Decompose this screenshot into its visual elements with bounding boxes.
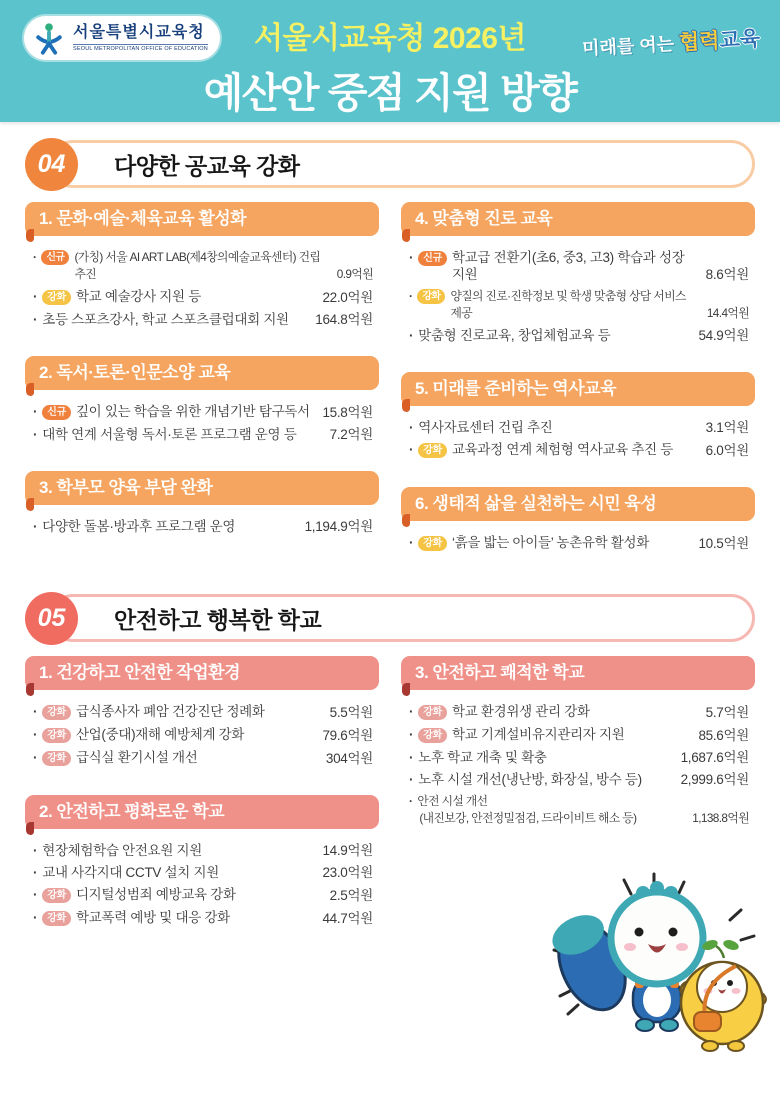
budget-item xyxy=(409,246,749,285)
section-number-badge: 04 xyxy=(25,138,78,191)
bullet: · xyxy=(33,311,38,327)
bullet: · xyxy=(409,771,414,787)
badge-reinforce: 강화 xyxy=(417,289,445,304)
badge-reinforce: 강화 xyxy=(418,705,447,720)
badge-reinforce: 강화 xyxy=(42,728,71,743)
item-value: 1,138.8억원 xyxy=(692,810,749,825)
bullet: · xyxy=(33,842,38,858)
badge-reinforce: 강화 xyxy=(418,443,447,458)
budget-item xyxy=(409,324,749,346)
budget-item xyxy=(33,400,373,423)
badge-reinforce: 강화 xyxy=(42,705,71,720)
budget-card xyxy=(25,471,379,541)
section-04-left-column xyxy=(25,202,379,541)
slogan-prefix: 미래를 여는 xyxy=(581,33,680,59)
item-text: 학교 기계설비유지관리자 지원 xyxy=(451,726,625,742)
bullet: · xyxy=(409,419,414,435)
badge-reinforce: 강화 xyxy=(42,290,71,305)
item-value: 3.1억원 xyxy=(705,419,749,435)
budget-item xyxy=(33,423,373,445)
item-text: 급식종사자 폐암 건강진단 정례화 xyxy=(75,703,265,719)
item-text: 학교 환경위생 관리 강화 xyxy=(451,703,590,719)
item-text: 안전 시설 개선 (내진보강, 안전정밀점검, 드라이비트 해소 등) xyxy=(417,793,684,827)
budget-item xyxy=(409,416,749,438)
slogan-suffix: 교육 xyxy=(718,27,761,53)
item-text: 산업(중대)재해 예방체계 강화 xyxy=(75,726,245,742)
banner xyxy=(0,0,780,122)
mascot-characters-illustration xyxy=(538,866,772,1071)
item-text: 역사자료센터 건립 추진 xyxy=(418,419,553,435)
card-title: 2. 안전하고 평화로운 학교 xyxy=(25,795,379,829)
budget-item xyxy=(409,700,749,723)
bullet: · xyxy=(33,749,38,765)
item-value: 85.6억원 xyxy=(698,727,749,743)
item-text: 깊이 있는 학습을 위한 개념기반 탐구독서 xyxy=(75,403,310,419)
budget-card xyxy=(25,356,379,449)
section-05-right-column xyxy=(401,656,755,833)
budget-item xyxy=(33,246,373,285)
section-title: 다양한 공교육 강화 xyxy=(49,140,755,188)
badge-reinforce: 강화 xyxy=(42,888,71,903)
budget-item xyxy=(409,790,749,829)
budget-item xyxy=(33,723,373,746)
card-title: 3. 안전하고 쾌적한 학교 xyxy=(401,656,755,690)
slogan-highlight: 협력 xyxy=(678,29,721,55)
bullet: · xyxy=(33,864,38,880)
badge-new: 신규 xyxy=(418,251,447,266)
budget-item xyxy=(409,531,749,554)
section-title: 안전하고 행복한 학교 xyxy=(49,594,755,642)
budget-card xyxy=(401,372,755,465)
section-05-header xyxy=(25,592,755,644)
bullet: · xyxy=(33,726,38,742)
banner-title-line1: 서울시교육청 2026년 xyxy=(254,22,526,55)
item-text: 학교폭력 예방 및 대응 강화 xyxy=(75,909,230,925)
item-text: 노후 시설 개선(냉난방, 화장실, 방수 등) xyxy=(418,771,642,787)
bullet: · xyxy=(33,403,38,419)
card-item-list xyxy=(25,390,379,449)
card-title: 4. 맞춤형 진로 교육 xyxy=(401,202,755,236)
bullet: · xyxy=(409,749,414,765)
item-value: 2.5억원 xyxy=(329,887,373,903)
bullet: · xyxy=(33,909,38,925)
item-value: 14.9억원 xyxy=(322,842,373,858)
item-text: ‘흙을 밟는 아이들’ 농촌유학 활성화 xyxy=(451,534,650,550)
item-text: 다양한 돌봄·방과후 프로그램 운영 xyxy=(42,518,236,534)
item-value: 14.4억원 xyxy=(706,305,749,320)
item-value: 54.9억원 xyxy=(698,327,749,343)
item-text: 대학 연계 서울형 독서·토론 프로그램 운영 등 xyxy=(42,426,297,442)
card-title: 6. 생태적 삶을 실천하는 시민 육성 xyxy=(401,487,755,521)
bullet: · xyxy=(33,249,37,264)
budget-item xyxy=(409,768,749,790)
bullet: · xyxy=(33,426,38,442)
card-title: 1. 문화·예술·체육교육 활성화 xyxy=(25,202,379,236)
bullet: · xyxy=(409,441,414,457)
section-04-right-column xyxy=(401,202,755,558)
badge-reinforce: 강화 xyxy=(418,728,447,743)
badge-new: 신규 xyxy=(41,250,69,265)
banner-title-line2: 예산안 중점 지원 방향 xyxy=(203,70,577,116)
budget-item xyxy=(33,746,373,769)
item-text: 초등 스포츠강사, 학교 스포츠클럽대회 지원 xyxy=(42,311,289,327)
badge-reinforce: 강화 xyxy=(418,536,447,551)
section-04-columns xyxy=(25,202,755,558)
bullet: · xyxy=(33,703,38,719)
item-value: 7.2억원 xyxy=(329,426,373,442)
item-value: 22.0억원 xyxy=(322,289,373,305)
item-value: 44.7억원 xyxy=(322,910,373,926)
budget-card xyxy=(401,202,755,350)
item-value: 23.0억원 xyxy=(322,864,373,880)
item-text: 학교 예술강사 지원 등 xyxy=(75,288,201,304)
budget-card xyxy=(25,656,379,773)
budget-item xyxy=(33,861,373,883)
budget-item xyxy=(33,308,373,330)
item-value: 15.8억원 xyxy=(322,404,373,420)
item-text: 양질의 진로·진학정보 및 학생 맞춤형 상담 서비스 제공 xyxy=(450,288,686,320)
item-value: 304억원 xyxy=(325,750,373,766)
item-value: 8.6억원 xyxy=(705,266,749,282)
section-05-left-column xyxy=(25,656,379,933)
item-text: 맞춤형 진로교육, 창업체험교육 등 xyxy=(418,327,611,343)
card-item-list xyxy=(25,236,379,334)
item-value: 6.0억원 xyxy=(705,442,749,458)
card-title: 3. 학부모 양육 부담 완화 xyxy=(25,471,379,505)
bullet: · xyxy=(409,703,414,719)
budget-item xyxy=(33,839,373,861)
budget-item xyxy=(33,285,373,308)
bullet: · xyxy=(409,534,414,550)
budget-card xyxy=(401,656,755,833)
item-value: 2,999.6억원 xyxy=(680,771,749,787)
item-value: 5.7억원 xyxy=(705,704,749,720)
card-item-list xyxy=(401,521,755,558)
bullet: · xyxy=(33,518,38,534)
card-title: 2. 독서·토론·인문소양 교육 xyxy=(25,356,379,390)
item-value: 1,687.6억원 xyxy=(680,749,749,765)
card-item-list xyxy=(401,406,755,465)
section-04-header xyxy=(25,138,755,190)
budget-card xyxy=(25,795,379,933)
item-text: 노후 학교 개축 및 확충 xyxy=(418,749,547,765)
budget-card xyxy=(25,202,379,334)
badge-reinforce: 강화 xyxy=(42,751,71,766)
budget-item xyxy=(409,438,749,461)
card-item-list xyxy=(25,690,379,773)
bullet: · xyxy=(409,327,414,343)
bullet: · xyxy=(409,288,413,303)
card-title: 5. 미래를 준비하는 역사교육 xyxy=(401,372,755,406)
item-text: 교내 사각지대 CCTV 설치 지원 xyxy=(42,864,219,880)
card-title: 1. 건강하고 안전한 작업환경 xyxy=(25,656,379,690)
badge-reinforce: 강화 xyxy=(42,911,71,926)
card-item-list xyxy=(25,505,379,541)
card-item-list xyxy=(401,690,755,833)
item-text: 현장체험학습 안전요원 지원 xyxy=(42,842,202,858)
item-subtext: (내진보강, 안전정밀점검, 드라이비트 해소 등) xyxy=(419,810,637,825)
budget-item xyxy=(33,906,373,929)
budget-item xyxy=(409,285,749,324)
budget-item xyxy=(409,746,749,768)
card-item-list xyxy=(401,236,755,350)
card-item-list xyxy=(25,829,379,933)
budget-item xyxy=(409,723,749,746)
item-value: 79.6억원 xyxy=(322,727,373,743)
item-value: 0.9억원 xyxy=(336,266,373,281)
budget-item xyxy=(33,700,373,723)
bullet: · xyxy=(409,793,413,808)
logo-name-en: SEOUL METROPOLITAN OFFICE OF EDUCATION xyxy=(73,46,208,52)
item-text: 학교급 전환기(초6, 중3, 고3) 학습과 성장 지원 xyxy=(451,249,685,282)
item-value: 5.5억원 xyxy=(329,704,373,720)
budget-item xyxy=(33,883,373,906)
bullet: · xyxy=(33,886,38,902)
content xyxy=(0,122,780,933)
bullet: · xyxy=(33,288,38,304)
bullet: · xyxy=(409,726,414,742)
item-text: (가칭) 서울 AI ART LAB(제4창의예술교육센터) 건립 추진 xyxy=(74,249,321,281)
item-value: 1,194.9억원 xyxy=(304,518,373,534)
item-value: 164.8억원 xyxy=(315,311,373,327)
badge-new: 신규 xyxy=(42,405,71,420)
item-text: 디지털성범죄 예방교육 강화 xyxy=(75,886,236,902)
item-text: 교육과정 연계 체험형 역사교육 추진 등 xyxy=(451,441,674,457)
item-value: 10.5억원 xyxy=(698,535,749,551)
item-text: 급식실 환기시설 개선 xyxy=(75,749,198,765)
bullet: · xyxy=(409,249,414,265)
section-04 xyxy=(25,138,755,558)
section-number-badge: 05 xyxy=(25,592,78,645)
logo-name-ko: 서울특별시교육청 xyxy=(73,24,205,41)
budget-card xyxy=(401,487,755,558)
budget-item xyxy=(33,515,373,537)
